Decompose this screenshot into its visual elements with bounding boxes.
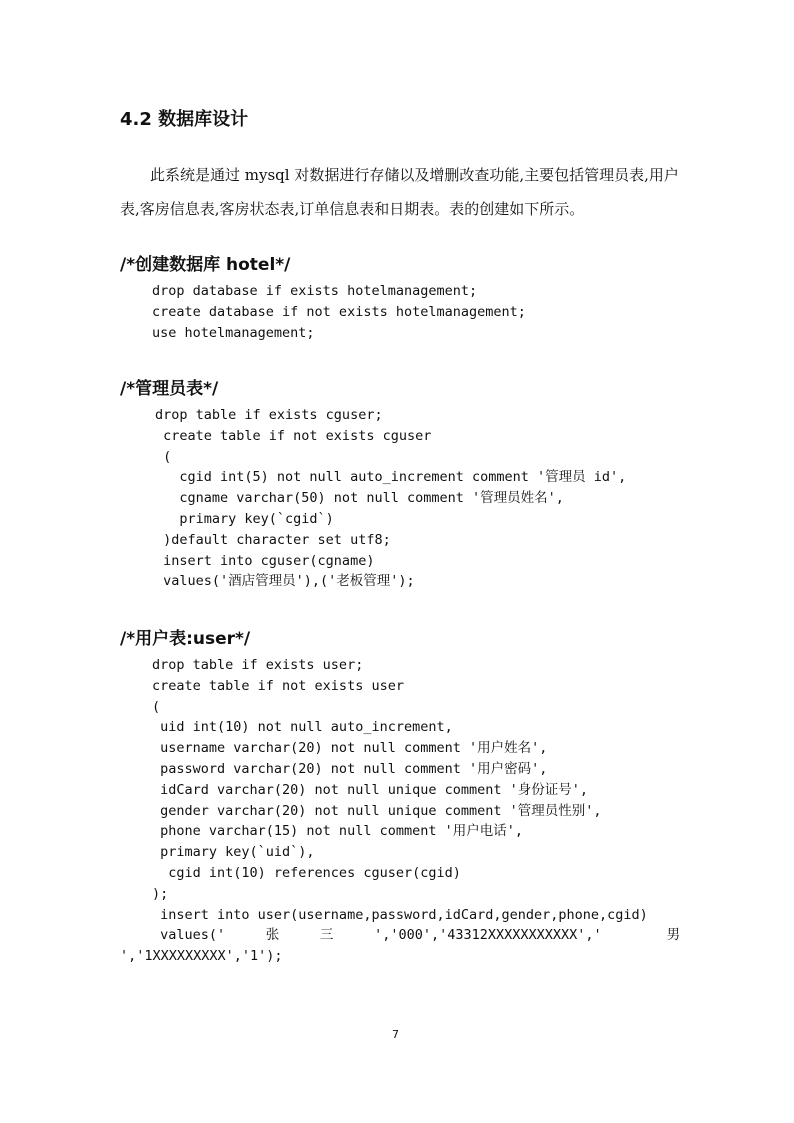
code-block-create-db [152,281,526,343]
code-line: password varchar(20) not null comment '用户密码', [152,760,548,777]
section-heading: 4.2 数据库设计 [120,109,249,130]
code-line: primary key(`uid`), [152,844,315,861]
code-block-user-table [120,655,681,967]
intro-line: 用户表,客房信息表,客房状态表,订单信息表和日期表。表的创建如下所示。 [120,166,679,218]
code-line: cgid int(5) not null auto_increment comment '管理员 id', [155,469,627,486]
page-number: 7 [392,1028,399,1041]
code-block-admin-table [155,405,626,592]
code-line: drop table if exists cguser; [155,407,383,423]
code-line: insert into cguser(cgname) [155,552,375,569]
code-line: uid int(10) not null auto_increment, [152,719,453,736]
code-line: create table if not exists cguser [155,427,432,444]
intro-line: 此系统是通过 mysql 对数据进行存储以及增删改查功能,主要包括管理员表, [150,166,649,184]
code-line: )default character set utf8; [155,531,391,548]
code-line: values(' 张 三 ','000','43312XXXXXXXXXXX',' 男 [152,927,681,944]
comment-title-user-table: /*用户表:user*/ [120,629,251,649]
code-line: gender varchar(20) not null unique comment '管理员性别', [152,802,602,819]
code-line: cgid int(10) references cguser(cgid) [152,864,461,881]
code-line: ); [152,885,169,902]
code-line: idCard varchar(20) not null unique comment '身份证号', [152,781,589,798]
code-line: phone varchar(15) not null comment '用户电话', [152,823,523,840]
code-line: drop database if exists hotelmanagement; [152,283,478,299]
code-line: primary key(`cgid`) [155,510,334,527]
code-line: insert into user(username,password,idCard,gender,phone,cgid) [152,906,648,923]
code-line: ( [155,448,172,465]
code-line: ','1XXXXXXXXX','1'); [120,948,283,965]
code-line: create database if not exists hotelmanagement; [152,303,526,320]
code-line: cgname varchar(50) not null comment '管理员姓名', [155,490,564,507]
code-line: drop table if exists user; [152,657,364,673]
comment-title-admin-table: /*管理员表*/ [120,379,219,399]
code-line: ( [152,698,161,715]
code-line: values('酒店管理员'),('老板管理'); [155,573,415,590]
intro-paragraph [120,158,680,226]
code-line: username varchar(20) not null comment '用户姓名', [152,740,548,757]
code-line: create table if not exists user [152,677,404,694]
comment-title-create-db: /*创建数据库 hotel*/ [120,255,291,275]
code-line: use hotelmanagement; [152,324,315,341]
